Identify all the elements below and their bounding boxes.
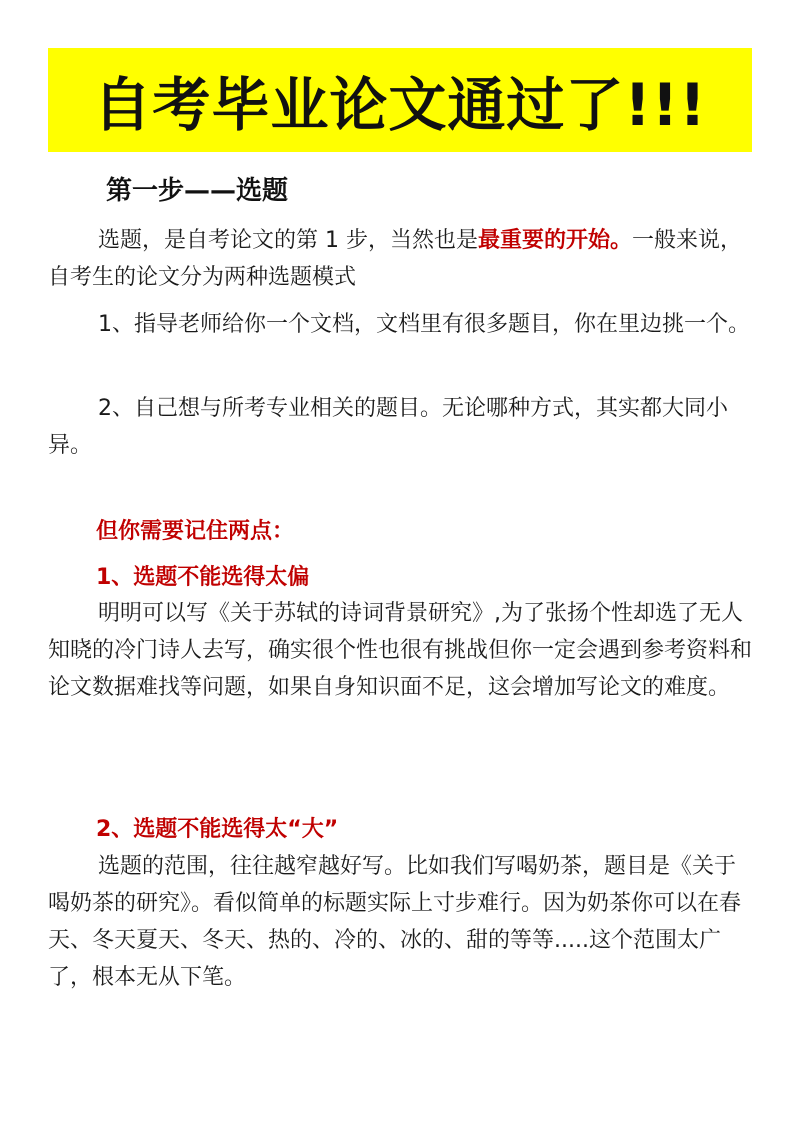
- title-banner: [48, 48, 752, 152]
- page-title: 自考毕业论文通过了!!!: [93, 71, 707, 139]
- point1-title: 1、选题不能选得太偏: [96, 565, 310, 590]
- step1-intro: [48, 222, 752, 296]
- point1-text: 明明可以写《关于苏轼的诗词背景研究》,为了张扬个性却选了无人知晓的冷门诗人去写，确实很个性也很有挑战但你一定会遇到参考资料和论文数据难找等问题，如果自身知识面不足，这会增加写论文的难度。: [48, 601, 753, 700]
- step1-heading: 第一步——选题: [106, 176, 289, 206]
- intro-highlight: 最重要的开始。: [478, 228, 633, 253]
- intro-text-before: 选题，是自考论文的第 1 步，当然也是: [98, 228, 478, 253]
- mode1-paragraph: [48, 306, 752, 343]
- point2-body: [48, 848, 752, 996]
- mode2-text: 2、自己想与所考专业相关的题目。无论哪种方式，其实都大同小异。: [48, 396, 728, 458]
- point1-body: [48, 595, 752, 706]
- mode2-paragraph: [48, 390, 752, 464]
- mode1-text: 1、指导老师给你一个文档，文档里有很多题目，你在里边挑一个。: [98, 312, 750, 337]
- point2-title: 2、选题不能选得太“大”: [96, 817, 339, 842]
- remember-heading: 但你需要记住两点：: [96, 519, 295, 544]
- intro-text-after: 一般来说，自考生的论文分为两种选题模式: [48, 228, 743, 290]
- point2-text: 选题的范围，往往越窄越好写。比如我们写喝奶茶，题目是《关于喝奶茶的研究》。看似简单的标题实际上寸步难行。因为奶茶你可以在春天、冬天夏天、冬天、热的、冷的、冰的、甜的等等.....这个范围太广了，根本无从下笔。: [48, 854, 742, 990]
